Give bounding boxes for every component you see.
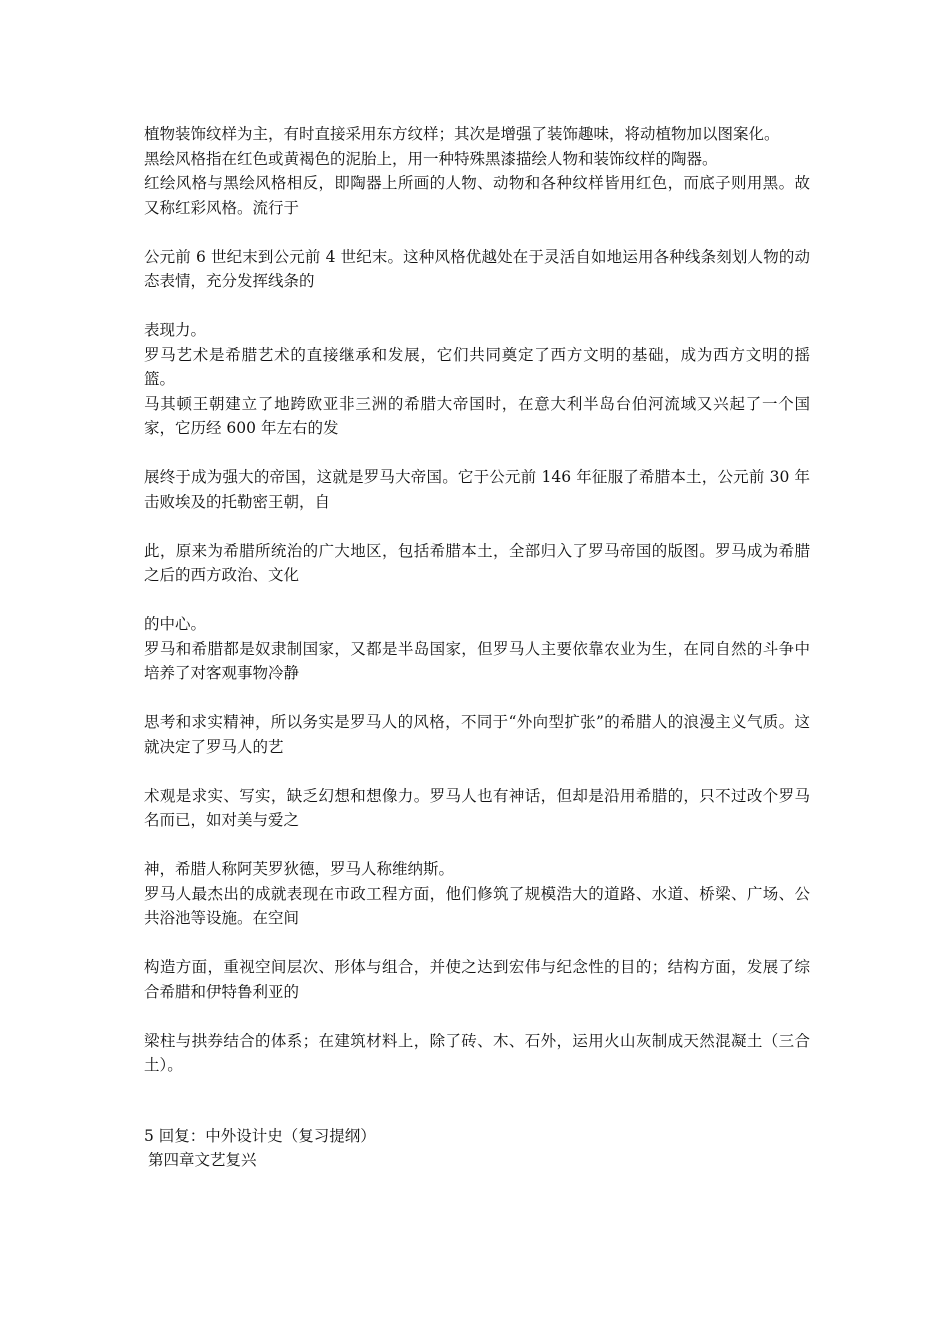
- paragraph-1: 植物装饰纹样为主，有时直接采用东方纹样；其次是增强了装饰趣味，将动植物加以图案化。: [144, 125, 780, 143]
- paragraph-gap: [144, 833, 810, 858]
- paragraph-15: 罗马人最杰出的成就表现在市政工程方面，他们修筑了规模浩大的道路、水道、桥梁、广场、公共浴池等设施。在空间: [144, 884, 810, 927]
- paragraph-gap: [144, 514, 810, 539]
- paragraph-2: 黑绘风格指在红色或黄褐色的泥胎上，用一种特殊黑漆描绘人物和装饰纹样的陶器。: [144, 149, 718, 168]
- paragraph-gap: [144, 220, 810, 245]
- paragraph-4: 公元前 6 世纪末到公元前 4 世纪末。这种风格优越处在于灵活自如地运用各种线条刻划人物的动态表情，充分发挥线条的: [144, 247, 810, 290]
- paragraph-16: 构造方面，重视空间层次、形体与组合，并使之达到宏伟与纪念性的目的；结构方面，发展了综合希腊和伊特鲁利亚的: [144, 958, 810, 1001]
- chapter-heading: 第四章文艺复兴: [148, 1151, 257, 1169]
- paragraph-13: 术观是求实、写实，缺乏幻想和想像力。罗马人也有神话，但却是沿用希腊的，只不过改个罗马名而已，如对美与爱之: [144, 786, 810, 829]
- paragraph-7: 马其顿王朝建立了地跨欧亚非三洲的希腊大帝国时，在意大利半岛台伯河流域又兴起了一个国家，它历经 600 年左右的发: [144, 394, 810, 437]
- paragraph-3: 红绘风格与黑绘风格相反，即陶器上所画的人物、动物和各种纹样皆用红色，而底子则用黑。故又称红彩风格。流行于: [144, 174, 810, 217]
- paragraph-gap: [144, 588, 810, 613]
- paragraph-gap: [144, 294, 810, 319]
- paragraph-gap: [144, 759, 810, 784]
- paragraph-12: 思考和求实精神，所以务实是罗马人的风格，不同于“外向型扩张”的希腊人的浪漫主义气质。这就决定了罗马人的艺: [144, 713, 810, 756]
- document-body: [144, 122, 810, 1173]
- paragraph-gap: [144, 1004, 810, 1029]
- paragraph-gap: [144, 441, 810, 466]
- paragraph-9: 此，原来为希腊所统治的广大地区，包括希腊本土，全部归入了罗马帝国的版图。罗马成为希腊之后的西方政治、文化: [144, 541, 810, 584]
- paragraph-6: 罗马艺术是希腊艺术的直接继承和发展，它们共同奠定了西方文明的基础，成为西方文明的摇篮。: [144, 345, 810, 388]
- paragraph-14: 神，希腊人称阿芙罗狄德，罗马人称维纳斯。: [144, 860, 455, 878]
- paragraph-8: 展终于成为强大的帝国，这就是罗马大帝国。它于公元前 146 年征服了希腊本土，公元前 30 年击败埃及的托勒密王朝，自: [144, 468, 810, 511]
- reply-heading: 5 回复：中外设计史（复习提纲）: [144, 1126, 376, 1145]
- paragraph-gap: [144, 931, 810, 956]
- paragraph-5: 表现力。: [144, 321, 207, 339]
- paragraph-gap: [144, 686, 810, 711]
- paragraph-11: 罗马和希腊都是奴隶制国家，又都是半岛国家，但罗马人主要依靠农业为生，在同自然的斗争中培养了对客观事物冷静: [144, 639, 810, 682]
- paragraph-17: 梁柱与拱券结合的体系；在建筑材料上，除了砖、木、石外，运用火山灰制成天然混凝土（三合土）。: [144, 1031, 810, 1074]
- section-gap: [144, 1078, 810, 1124]
- paragraph-10: 的中心。: [144, 615, 207, 633]
